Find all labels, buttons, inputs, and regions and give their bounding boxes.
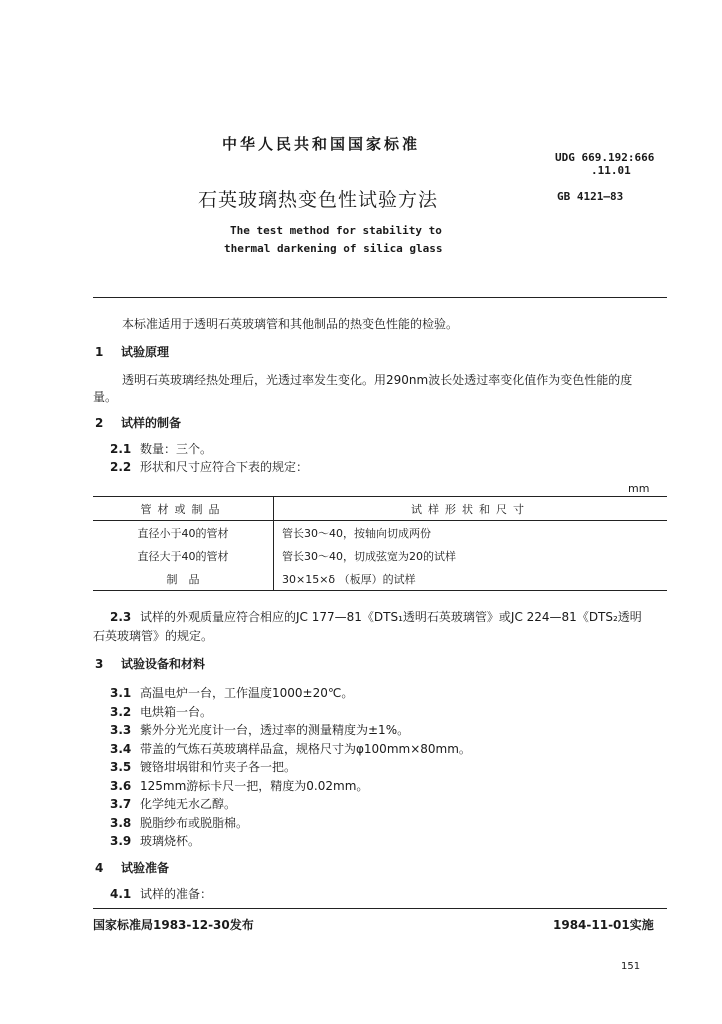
section-number: 4	[95, 861, 104, 875]
english-title-line1: The test method for stability to	[230, 224, 442, 237]
clause-text: 镀铬坩埚钳和竹夹子各一把。	[140, 760, 297, 774]
section-number: 2	[95, 416, 104, 430]
clause-3-7	[110, 795, 236, 812]
standard-number: GB 4121—83	[557, 190, 624, 203]
clause-3-9	[110, 832, 200, 849]
section-title: 试验原理	[121, 345, 170, 359]
section-title: 试样的制备	[121, 416, 182, 430]
section-title: 试验设备和材料	[121, 657, 206, 671]
section-number: 3	[95, 657, 104, 671]
clause-number: 2.3	[110, 610, 132, 624]
clause-2-2	[110, 458, 308, 475]
clause-text: 高温电炉一台，工作温度1000±20℃。	[140, 686, 354, 700]
clause-3-4	[110, 740, 471, 757]
header-divider	[93, 297, 667, 298]
clause-number: 3.3	[110, 723, 132, 737]
clause-text: 玻璃烧杯。	[140, 834, 201, 848]
clause-3-1	[110, 684, 353, 701]
clause-text: 数量：三个。	[140, 442, 213, 456]
clause-3-2	[110, 703, 212, 720]
section-1-paragraph-line2: 量。	[93, 390, 118, 404]
table-cell-shape-size: 管长30～40，按轴向切成两份	[274, 521, 668, 545]
clause-number: 3.4	[110, 742, 132, 756]
section-number: 1	[95, 345, 104, 359]
sample-spec-table	[93, 496, 667, 591]
table-header-material: 管材或制品	[93, 497, 274, 521]
english-title-line2: thermal darkening of silica glass	[224, 242, 443, 255]
clause-number: 3.8	[110, 816, 132, 830]
clause-number: 4.1	[110, 887, 132, 901]
section-1-heading	[95, 343, 169, 360]
clause-3-8	[110, 814, 248, 831]
footer-divider	[93, 908, 667, 909]
clause-text: 形状和尺寸应符合下表的规定：	[140, 460, 309, 474]
clause-text: 化学纯无水乙醇。	[140, 797, 237, 811]
clause-text: 试样的准备：	[140, 887, 213, 901]
clause-2-3-line2: 石英玻璃管》的规定。	[93, 629, 214, 643]
issuing-organization: 中华人民共和国国家标准	[222, 135, 421, 153]
page-number: 151	[621, 961, 641, 972]
clause-2-1	[110, 440, 212, 457]
clause-3-3	[110, 721, 409, 738]
clause-text: 带盖的气炼石英玻璃样品盒，规格尺寸为φ100mm×80mm。	[140, 742, 471, 756]
document-title: 石英玻璃热变色性试验方法	[198, 189, 439, 211]
clause-2-3-line1	[110, 608, 642, 625]
clause-number: 3.1	[110, 686, 132, 700]
section-4-heading	[95, 859, 169, 876]
table-header-shape-size: 试样形状和尺寸	[274, 497, 668, 521]
clause-number: 3.6	[110, 779, 132, 793]
clause-text: 脱脂纱布或脱脂棉。	[140, 816, 249, 830]
section-1-paragraph-line1: 透明石英玻璃经热处理后，光透过率发生变化。用290nm波长处透过率变化值作为变色性能的度	[122, 373, 633, 387]
implementation-date: 1984-11-01实施	[553, 918, 654, 932]
clause-text: 紫外分光光度计一台，透过率的测量精度为±1%。	[140, 723, 410, 737]
clause-text: 电烘箱一台。	[140, 705, 213, 719]
table-row	[93, 544, 667, 567]
udc-number: UDG 669.192:666	[555, 151, 655, 164]
section-3-heading	[95, 655, 205, 672]
publication-date: 国家标准局1983-12-30发布	[93, 918, 254, 932]
intro-paragraph: 本标准适用于透明石英玻璃管和其他制品的热变色性能的检验。	[122, 317, 459, 331]
clause-4-1	[110, 885, 212, 902]
table-cell-shape-size: 管长30～40，切成弦宽为20的试样	[274, 544, 668, 567]
section-title: 试验准备	[121, 861, 170, 875]
table-row	[93, 567, 667, 591]
clause-number: 2.2	[110, 460, 132, 474]
clause-3-5	[110, 758, 296, 775]
clause-number: 3.2	[110, 705, 132, 719]
table-cell-shape-size: 30×15×δ （板厚）的试样	[274, 567, 668, 591]
udc-number-continued: .11.01	[591, 164, 631, 177]
clause-text: 125mm游标卡尺一把，精度为0.02mm。	[140, 779, 369, 793]
table-unit-label: mm	[628, 482, 650, 495]
section-2-heading	[95, 414, 181, 431]
clause-3-6	[110, 777, 368, 794]
clause-number: 3.7	[110, 797, 132, 811]
table-cell-material: 直径大于40的管材	[137, 549, 229, 563]
clause-number: 3.5	[110, 760, 132, 774]
table-row	[93, 521, 667, 545]
table-header-row	[93, 497, 667, 521]
table-cell-material: 直径小于40的管材	[137, 526, 229, 540]
table-cell-material: 制 品	[93, 567, 274, 591]
clause-text: 试样的外观质量应符合相应的JC 177—81《DTS₁透明石英玻璃管》或JC 224—81《DTS₂透明	[140, 610, 642, 624]
clause-number: 2.1	[110, 442, 132, 456]
clause-number: 3.9	[110, 834, 132, 848]
